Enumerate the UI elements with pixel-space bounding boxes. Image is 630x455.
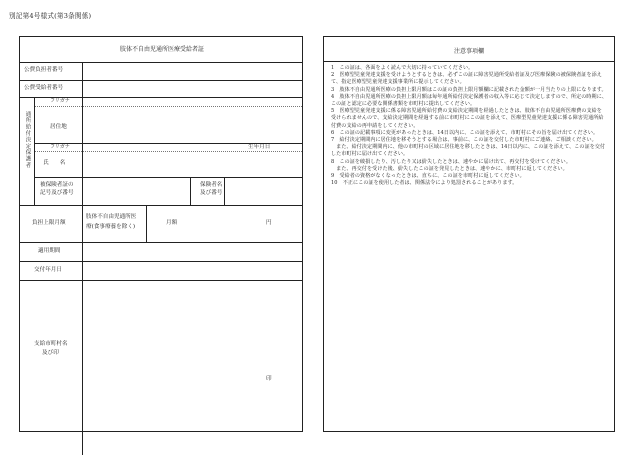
notice-item: 5 医療型児童発達支援に係る障害児通所給付費の支給決定期間を経過したときは、肢体不自由児通所医療費の支給を受けられませんので、支給決定期間を経過する前に市町村にこの証を添えて、医療型児童発達支援に係る障害児通所給付費の支給の再申請をしてください。 <box>331 108 604 129</box>
period-label: 適用期間 <box>38 248 61 254</box>
notice-item: 6 この証の記載事項に変更があったときは、14日以内に、この証を添えて、市町村にその旨を届け出てください。 <box>331 129 599 136</box>
guardian-label: 通所給付決定保護者 <box>24 111 31 169</box>
issue-date-label: 交付年月日 <box>34 267 62 273</box>
notice-divider <box>324 61 614 62</box>
yen-label: 円 <box>266 220 272 226</box>
limit-label: 負担上限月額 <box>32 220 66 226</box>
notice-panel <box>323 36 615 432</box>
notice-list <box>331 65 607 187</box>
col-divider <box>190 177 191 205</box>
col-divider <box>82 205 83 455</box>
monthly-label: 月額 <box>166 220 178 226</box>
row-divider <box>20 280 302 281</box>
notice-item: 1 この証は、各面をよく読んで大切に持っていてください。 <box>331 65 474 71</box>
birthdate-label: 生年月日 <box>248 144 271 150</box>
furigana-divider <box>34 151 302 152</box>
notice-item: 7 給付決定期間内に居住地を移そうとする場合は、事前に、この証を交付した市町村にご連絡、ご相談ください。 <box>331 137 597 144</box>
notice-item: 9 受給者の資格がなくなったときは、直ちに、この証を市町村に返してください。 <box>331 173 525 180</box>
certificate-title: 肢体不自由児通所医療受給者証 <box>119 46 204 53</box>
municipality-label: 支給市町村名 <box>34 341 68 347</box>
col-divider <box>146 205 147 242</box>
row-divider <box>34 177 302 178</box>
row-divider <box>20 62 302 63</box>
notice-item: 2 医療型児童発達支援を受けようとするときは、必ずこの証に障害児通所受給者証及び医療保険の被保険者証を添えて、指定医療型児童発達支援事業所に提示してください。 <box>331 72 602 86</box>
col-divider <box>34 97 35 205</box>
medical-label: 肢体不自由児通所医 <box>86 214 137 220</box>
form-header: 別記第4号様式(第3条関係) <box>9 12 92 20</box>
col-divider <box>224 177 225 205</box>
insured-card-label: 被保険者証の <box>40 182 74 188</box>
insurer-label: 及び番号 <box>200 190 223 196</box>
row-divider <box>20 242 302 243</box>
row-divider <box>20 205 302 206</box>
row-divider <box>20 261 302 262</box>
municipality-label: 及び印 <box>42 350 59 356</box>
seal-label: 印 <box>266 376 272 382</box>
furigana-label: フリガナ <box>50 98 70 104</box>
address-label: 居住地 <box>50 124 67 130</box>
insurer-label: 保険者名 <box>200 182 223 188</box>
insured-card-label: 記号及び番号 <box>40 190 74 196</box>
notice-item: 3 肢体不自由児通所医療の負担上限月額はこの証の負担上限月額欄に記載された金額が一月当たりの上限になります。 <box>331 86 607 93</box>
notice-item: 4 肢体不自由児通所医療の負担上限月額は毎年通所給付決定保護者の収入等に応じて決定しますので、所定の時期に、この証と認定に必要な関係書類を市町村に提出してください。 <box>331 93 607 108</box>
row-divider <box>20 80 302 81</box>
notice-item: また、給付決定期間内に、他の市町村の区域に居住地を移したときは、14日以内に、この証を添えて、この証を交付した市町村に届け出てください。 <box>331 144 606 158</box>
notice-item: また、再交付を受けた後、紛失したこの証を発見したときは、速やかに、市町村に返してください。 <box>331 165 568 172</box>
notice-item: 10 不正にこの証を使用した者は、関係法令により処罰されることがあります。 <box>331 180 518 187</box>
furigana-label: フリガナ <box>50 144 70 150</box>
public-payer-number-label: 公費負担者番号 <box>24 67 64 73</box>
col-divider <box>82 97 83 205</box>
notice-title: 注意事項欄 <box>453 48 484 55</box>
certificate-card <box>19 36 303 432</box>
col-divider <box>82 62 83 97</box>
furigana-divider <box>34 106 302 107</box>
name-label: 氏 名 <box>43 160 66 166</box>
medical-label: 療(食事療養を除く) <box>86 224 136 230</box>
notice-item: 8 この証を破損したり、汚したり又は紛失したときは、速やかに届け出て、再交付を受けてください。 <box>331 158 571 165</box>
public-recipient-number-label: 公費受給者番号 <box>24 85 64 91</box>
